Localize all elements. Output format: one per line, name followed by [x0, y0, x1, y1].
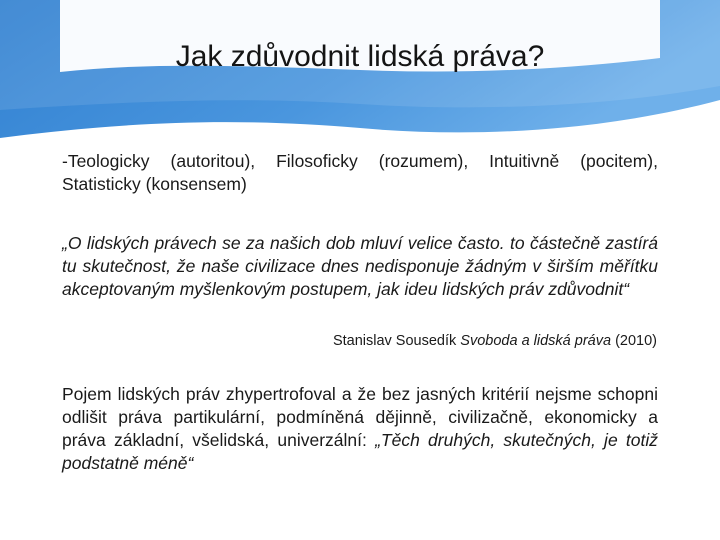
- citation-author: Stanislav Sousedík: [332, 333, 461, 349]
- citation: [333, 332, 657, 350]
- header-banner: [0, 0, 720, 140]
- citation-work: Svoboda a lidská práva: [460, 333, 612, 349]
- slide-title: Jak zdůvodnit lidská práva?: [175, 40, 545, 73]
- quote-paragraph: „O lidských právech se za našich dob mluví velice často. to částečně zastírá tu skutečnost, že naše civilizace dnes nedisponuje žádným v širším měřítku akceptovaným myšlenkovým postupem, jak ideu lidských práv zdůvodnit“: [62, 233, 658, 299]
- paragraph-human-rights-concept: [62, 383, 658, 475]
- paragraph-plain-text: Pojem lidských práv zhypertrofoval a že bez jasných kritérií nejsme schopni odlišit práva partikulární, podmíněná dějinně, civilizačně, ekonomicky a práva základní, všelidská, univerzální:: [62, 384, 658, 450]
- paragraph-italic-quote: „Těch druhých, skutečných, je totiž podstatně méně“: [62, 430, 659, 473]
- citation-year: (2010): [611, 333, 657, 349]
- paragraph-justification-methods: -Teologicky (autoritou), Filosoficky (rozumem), Intuitivně (pocitem), Statisticky (konsensem): [62, 151, 658, 194]
